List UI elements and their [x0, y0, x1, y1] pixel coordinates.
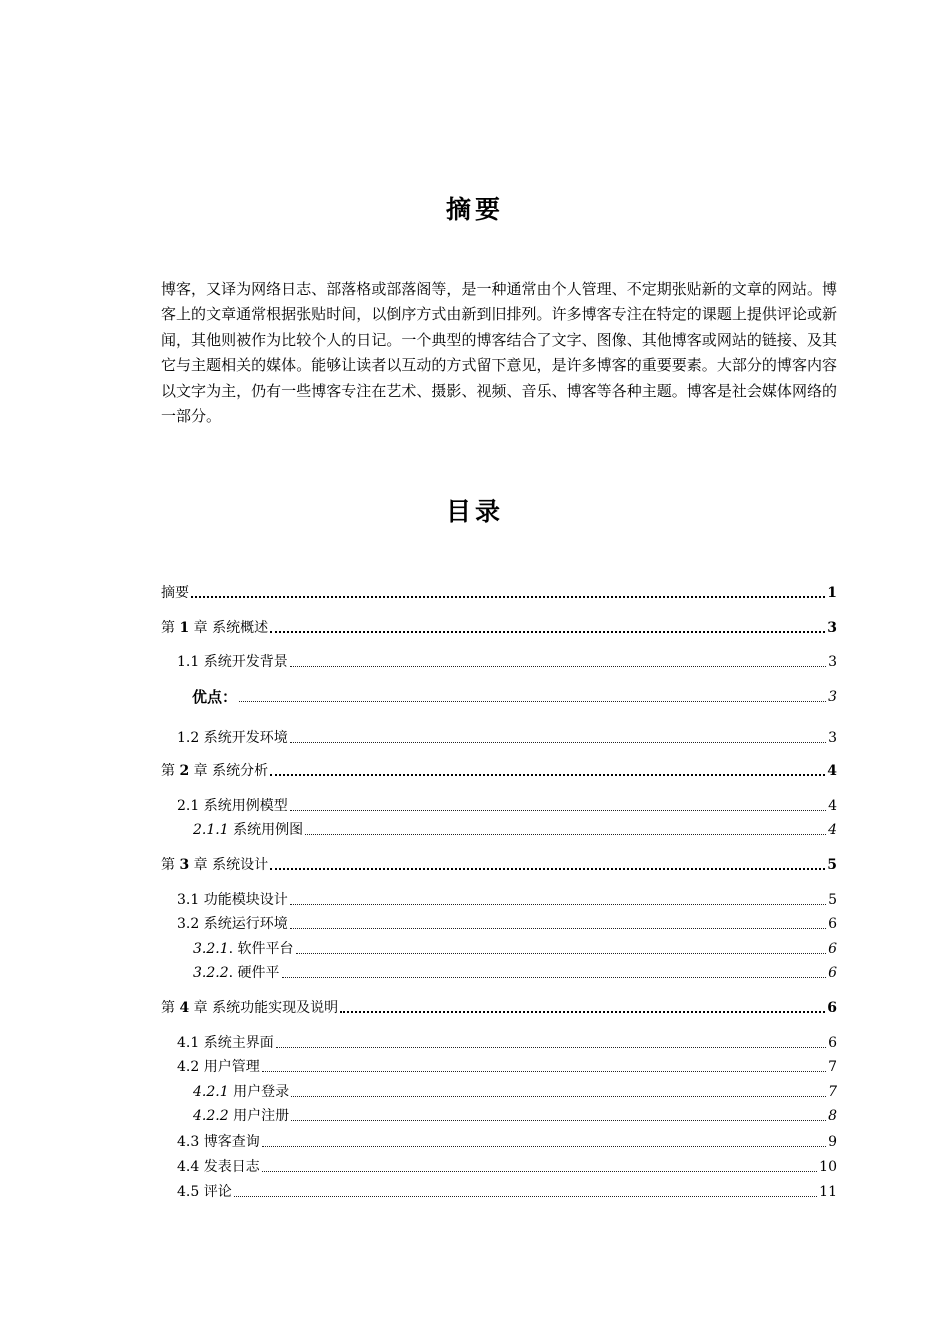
toc-entry-text: 系统主界面	[203, 1035, 274, 1051]
toc-page-number: 5	[828, 892, 837, 908]
toc-page-number: 10	[819, 1159, 837, 1175]
toc-leader-dots	[262, 1146, 826, 1147]
toc-page-number: 11	[819, 1184, 837, 1200]
toc-page-number: 8	[828, 1108, 837, 1124]
toc-page-number: 3	[828, 730, 837, 746]
toc-chapter-number: 3	[179, 857, 190, 873]
toc-entry-text: 摘要	[161, 585, 189, 601]
toc-entry-3-2[interactable]	[161, 915, 837, 933]
toc-entry-text: 系统开发环境	[203, 730, 288, 746]
toc-entry-chapter-4[interactable]	[161, 999, 837, 1017]
toc-title: 目录	[445, 497, 504, 526]
toc-entry-text: 章 系统分析	[193, 763, 269, 779]
toc-entry-text: 发表日志	[203, 1159, 260, 1175]
toc-page-number: 3	[828, 654, 837, 670]
toc-section-number: 2.1.1	[193, 822, 229, 838]
toc-entry-4-3[interactable]	[161, 1133, 837, 1151]
toc-section-number: 1.1	[177, 654, 200, 670]
toc-section-number: 4.2.1	[193, 1084, 229, 1100]
toc-leader-dots	[290, 810, 826, 811]
toc-entry-text: 用户管理	[203, 1059, 260, 1075]
toc-entry-text: 优点：	[192, 688, 238, 706]
toc-entry-2-1-1[interactable]	[161, 821, 837, 839]
toc-section-number: 4.5	[177, 1184, 200, 1200]
toc-section-number: 3.2.1	[193, 941, 229, 957]
abstract-body: 博客，又译为网络日志、部落格或部落阁等，是一种通常由个人管理、不定期张贴新的文章的网站。博客上的文章通常根据张贴时间，以倒序方式由新到旧排列。许多博客专注在特定的课题上提供评论或新闻，其他则被作为比较个人的日记。一个典型的博客结合了文字、图像、其他博客或网站的链接、及其它与主题相关的媒体。能够让读者以互动的方式留下意见，是许多博客的重要要素。大部分的博客内容以文字为主，仍有一些博客专注在艺术、摄影、视频、音乐、博客等各种主题。博客是社会媒体网络的一部分。	[161, 280, 837, 426]
toc-section-number: 3.2.2	[193, 965, 229, 981]
toc-leader-dots	[270, 774, 825, 776]
toc-section-number: 2.1	[177, 798, 200, 814]
toc-entry-3-2-2[interactable]	[161, 964, 837, 982]
toc-entry-text: 章 系统功能实现及说明	[193, 1000, 339, 1016]
toc-leader-dots	[262, 1071, 826, 1072]
toc-entry-2-1[interactable]	[161, 797, 837, 815]
toc-entry-chapter-2[interactable]	[161, 762, 837, 780]
toc-entry-text: . 软件平台	[228, 941, 294, 957]
toc-page-number: 4	[828, 798, 837, 814]
toc-leader-dots	[305, 834, 826, 835]
toc-page-number: 5	[827, 857, 837, 873]
toc-entry-abstract[interactable]	[161, 584, 837, 602]
toc-page-number: 7	[828, 1084, 837, 1100]
toc-section-number: 4.2.2	[193, 1108, 229, 1124]
toc-leader-dots	[282, 977, 827, 978]
toc-page-number: 6	[828, 1035, 837, 1051]
toc-entry-text: 系统用例图	[233, 822, 304, 838]
toc-entry-4-2-1[interactable]	[161, 1083, 837, 1101]
toc-entry-3-1[interactable]	[161, 891, 837, 909]
toc-entry-4-2-2[interactable]	[161, 1107, 837, 1125]
toc-section-number: 4.1	[177, 1035, 200, 1051]
toc-entry-text: 系统用例模型	[203, 798, 288, 814]
toc-section-number: 4.4	[177, 1159, 200, 1175]
toc-entry-text: 章 系统概述	[193, 620, 269, 636]
toc-page-number: 6	[828, 941, 837, 957]
toc-leader-dots	[290, 904, 826, 905]
toc-leader-dots	[291, 1096, 826, 1097]
toc-section-number: 1.2	[177, 730, 200, 746]
toc-page-number: 1	[827, 585, 837, 601]
toc-chapter-prefix: 第	[161, 620, 175, 636]
toc-entry-text: 评论	[203, 1184, 232, 1200]
toc-entry-4-1[interactable]	[161, 1034, 837, 1052]
toc-leader-dots	[262, 1171, 817, 1172]
toc-leader-dots	[290, 742, 826, 743]
toc-chapter-number: 1	[179, 620, 190, 636]
toc-section-number: 4.3	[177, 1134, 200, 1150]
toc-entry-3-2-1[interactable]	[161, 940, 837, 958]
toc-entry-text: 功能模块设计	[203, 892, 288, 908]
toc-page-number: 3	[828, 689, 837, 705]
toc-page-number: 9	[828, 1134, 837, 1150]
toc-page-number: 6	[828, 965, 837, 981]
toc-page-number: 3	[827, 620, 837, 636]
toc-page-number: 4	[828, 822, 837, 838]
toc-leader-dots	[290, 928, 826, 929]
toc-chapter-number: 4	[179, 1000, 190, 1016]
toc-entry-text: 系统运行环境	[203, 916, 288, 932]
toc-leader-dots	[276, 1047, 826, 1048]
toc-page-number: 6	[827, 1000, 837, 1016]
abstract-title: 摘要	[445, 195, 504, 224]
toc-page-number: 4	[827, 763, 837, 779]
toc-section-number: 3.1	[177, 892, 200, 908]
toc-entry-chapter-3[interactable]	[161, 856, 837, 874]
toc-leader-dots	[340, 1011, 825, 1013]
toc-entry-4-5[interactable]	[161, 1183, 837, 1201]
toc-entry-1-2[interactable]	[161, 729, 837, 747]
toc-section-number: 3.2	[177, 916, 200, 932]
toc-leader-dots	[239, 701, 826, 702]
toc-section-number: 4.2	[177, 1059, 200, 1075]
toc-page-number: 7	[828, 1059, 837, 1075]
toc-page-number: 6	[828, 916, 837, 932]
toc-leader-dots	[270, 868, 825, 870]
toc-chapter-prefix: 第	[161, 1000, 175, 1016]
toc-chapter-prefix: 第	[161, 857, 175, 873]
toc-chapter-prefix: 第	[161, 763, 175, 779]
toc-entry-text: 系统开发背景	[203, 654, 288, 670]
toc-entry-advantages[interactable]	[161, 688, 837, 706]
toc-entry-text: . 硬件平	[228, 965, 280, 981]
toc-leader-dots	[290, 666, 826, 667]
toc-entry-1-1[interactable]	[161, 653, 837, 671]
toc-entry-text: 用户注册	[233, 1108, 290, 1124]
toc-entry-text: 用户登录	[233, 1084, 290, 1100]
toc-entry-text: 博客查询	[203, 1134, 260, 1150]
toc-leader-dots	[291, 1120, 826, 1121]
toc-leader-dots	[296, 953, 827, 954]
toc-entry-chapter-1[interactable]	[161, 619, 837, 637]
toc-entry-4-4[interactable]	[161, 1158, 837, 1176]
toc-chapter-number: 2	[179, 763, 190, 779]
toc-entry-text: 章 系统设计	[193, 857, 269, 873]
toc-leader-dots	[234, 1196, 817, 1197]
toc-entry-4-2[interactable]	[161, 1058, 837, 1076]
toc-leader-dots	[270, 631, 825, 633]
toc-leader-dots	[191, 596, 825, 598]
